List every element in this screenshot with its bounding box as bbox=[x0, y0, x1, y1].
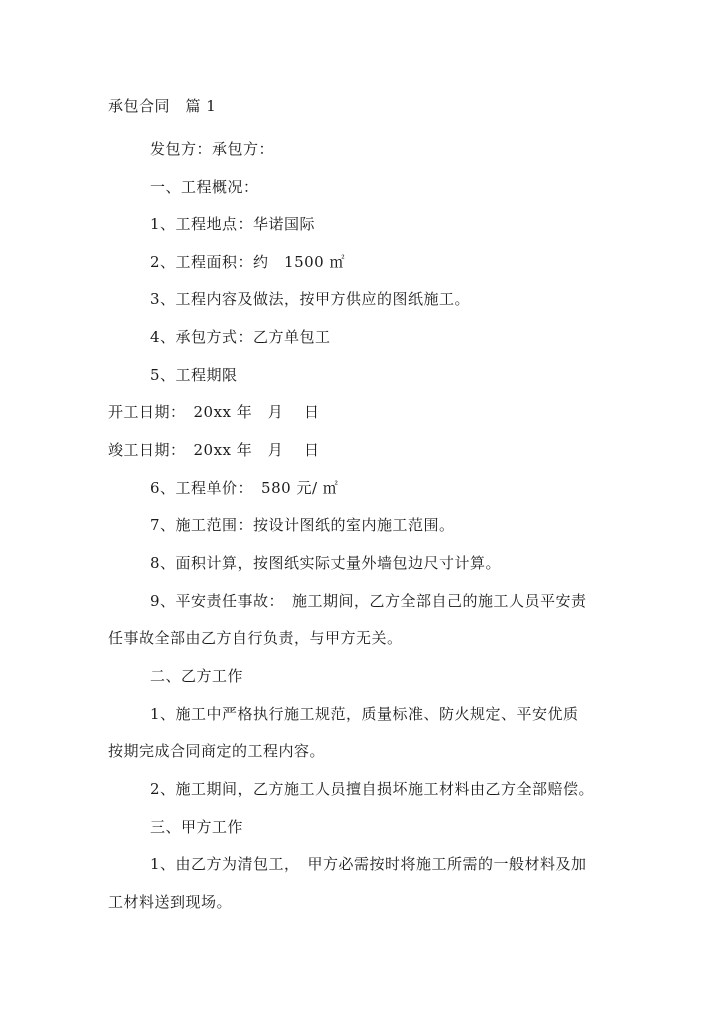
party-b-item-1-line-1: 1、施工中严格执行施工规范，质量标准、防火规定、平安优质 bbox=[150, 705, 579, 723]
document-title: 承包合同 篇 1 bbox=[108, 97, 217, 115]
end-date-line: 竣工日期： 20xx 年 月 日 bbox=[108, 441, 320, 459]
section-heading-overview: 一、工程概况： bbox=[150, 178, 259, 196]
clause-location: 1、工程地点：华诺国际 bbox=[150, 215, 316, 233]
clause-period: 5、工程期限 bbox=[150, 366, 238, 384]
section-heading-party-a: 三、甲方工作 bbox=[150, 818, 244, 836]
party-a-item-1-line-1: 1、由乙方为清包工， 甲方必需按时将施工所需的一般材料及加 bbox=[150, 855, 587, 873]
clause-safety-line-1: 9、平安责任事故： 施工期间，乙方全部自己的施工人员平安责 bbox=[150, 592, 587, 610]
section-heading-party-b: 二、乙方工作 bbox=[150, 667, 244, 685]
clause-unit-price: 6、工程单价： 580 元/ ㎡ bbox=[150, 479, 339, 497]
clause-area: 2、工程面积：约 1500 ㎡ bbox=[150, 253, 345, 271]
clause-content: 3、工程内容及做法，按甲方供应的图纸施工。 bbox=[150, 290, 471, 308]
clause-contract-mode: 4、承包方式：乙方单包工 bbox=[150, 328, 331, 346]
start-date-line: 开工日期： 20xx 年 月 日 bbox=[108, 403, 320, 421]
clause-scope: 7、施工范围：按设计图纸的室内施工范围。 bbox=[150, 516, 455, 534]
parties-line: 发包方：承包方： bbox=[150, 140, 275, 158]
party-b-item-1-line-2: 按期完成合同商定的工程内容。 bbox=[108, 742, 326, 760]
party-a-item-1-line-2: 工材料送到现场。 bbox=[108, 893, 233, 911]
clause-safety-line-2: 任事故全部由乙方自行负责，与甲方无关。 bbox=[108, 629, 403, 647]
party-b-item-2: 2、施工期间，乙方施工人员擅自损坏施工材料由乙方全部赔偿。 bbox=[150, 780, 595, 798]
clause-area-calc: 8、面积计算，按图纸实际丈量外墙包边尺寸计算。 bbox=[150, 554, 502, 572]
